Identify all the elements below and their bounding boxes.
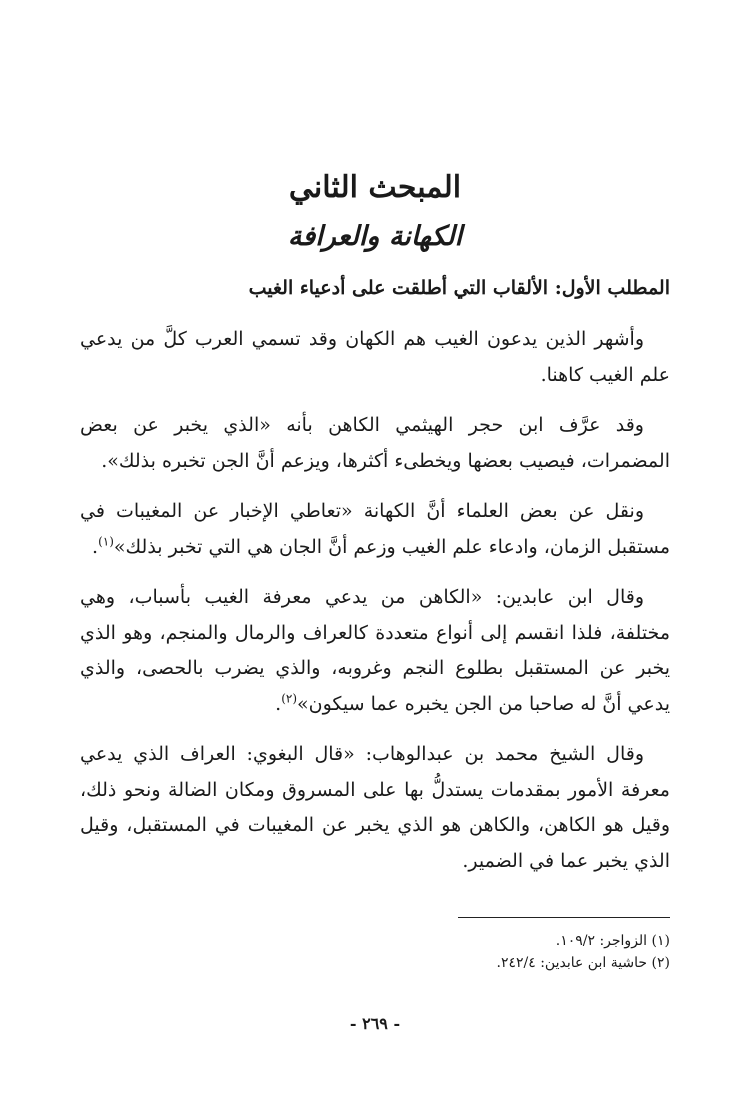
paragraph-1: [80, 322, 670, 393]
chapter-subtitle: الكهانة والعرافة: [287, 221, 463, 252]
footnote-divider: [458, 917, 670, 918]
paragraph-text: ونقل عن بعض العلماء أنَّ الكهانة «تعاطي الإخبار عن المغيبات في مستقبل الزمان، وادعاء علم الغيب وزعم أنَّ الجان هي التي تخبر بذلك»: [80, 500, 670, 558]
chapter-title: المبحث الثاني: [288, 170, 462, 205]
footnote-1: (١) الزواجر: ١٠٩/٢.: [555, 933, 670, 949]
paragraph-2: [80, 408, 670, 479]
paragraph-text: وقال الشيخ محمد بن عبدالوهاب: «قال البغوي: العراف الذي يدعي معرفة الأمور بمقدمات يستدلُّ بها على المسروق ومكان الضالة ونحو ذلك، وقيل هو الكاهن، والكاهن هو الذي يخبر عن المغيبات في المستقبل، وقيل الذي يخبر عما في الضمير.: [80, 743, 670, 872]
footnote-2: (٢) حاشية ابن عابدين: ٢٤٢/٤.: [496, 955, 670, 971]
paragraph-text: وقد عرَّف ابن حجر الهيثمي الكاهن بأنه «الذي يخبر عن بعض المضمرات، فيصيب بعضها ويخطىء أكثرها، ويزعم أنَّ الجن تخبره بذلك».: [80, 414, 670, 472]
footnote-ref: (٢): [281, 691, 298, 706]
paragraph-4: وقال ابن عابدين: «الكاهن من يدعي معرفة الغيب بأسباب، وهي مختلفة، فلذا انقسم إلى أنواع متعددة كالعراف والرمال والمنجم، وهو الذي يخبر عن المستقبل بطلوع النجم وغروبه، والذي يضرب بالحصى، والذي يدعي أنَّ له صاحبا من الجن يخبره عما سيكون»$^{(٢)}$.: [80, 586, 670, 715]
page-number: - ٢٦٩ -: [349, 1014, 401, 1033]
paragraph-5: [80, 737, 670, 879]
footnote-ref: (١): [98, 534, 114, 549]
body-text: [80, 322, 670, 894]
footnotes: [80, 930, 670, 974]
paragraph-text: وأشهر الذين يدعون الغيب هم الكهان وقد تسمي العرب كلَّ من يدعي علم الغيب كاهنا.: [80, 328, 670, 386]
paragraph-text: وقال ابن عابدين: «الكاهن من يدعي معرفة الغيب بأسباب، وهي مختلفة، فلذا انقسم إلى أنواع متعددة كالعراف والرمال والمنجم، وهو الذي يخبر عن المستقبل بطلوع النجم وغروبه، والذي يضرب بالحصى، والذي يدعي أنَّ له صاحبا من الجن يخبره عما سيكون»: [80, 586, 670, 715]
paragraph-3: ونقل عن بعض العلماء أنَّ الكهانة «تعاطي الإخبار عن المغيبات في مستقبل الزمان، وادعاء علم الغيب وزعم أنَّ الجان هي التي تخبر بذلك»$^{(١)}$.: [80, 500, 670, 558]
section-heading: المطلب الأول: الألقاب التي أطلقت على أدعياء الغيب: [248, 277, 670, 299]
